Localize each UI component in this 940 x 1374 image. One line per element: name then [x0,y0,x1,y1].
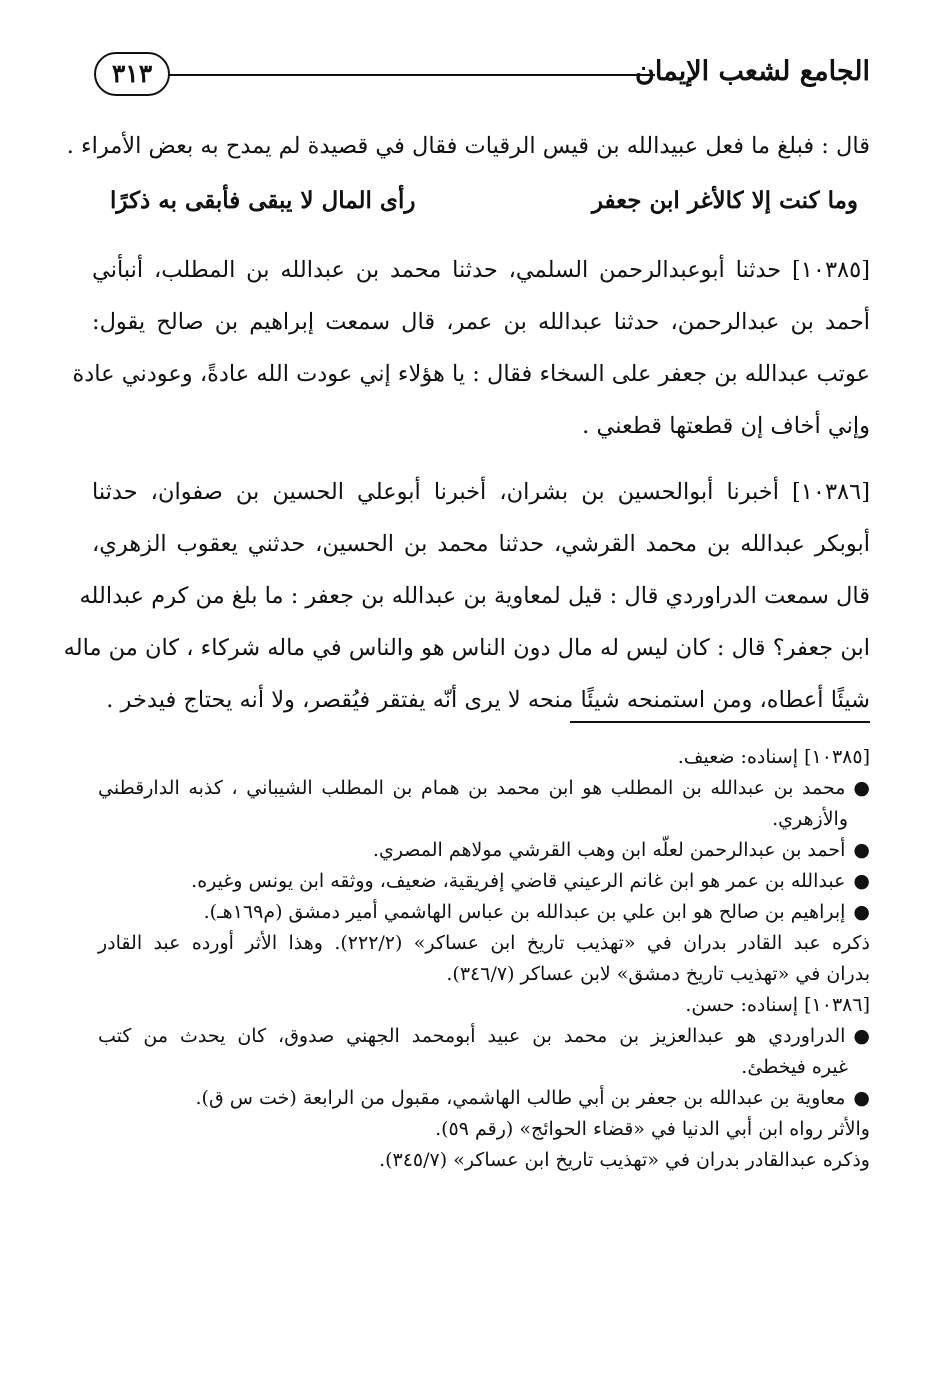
bullet-icon: ● [853,777,870,799]
verse-first-hemistich: وما كنت إلا كالأغر ابن جعفر [591,187,858,214]
bullet-icon: ● [853,1025,870,1047]
footnote-line: ذكره عبد القادر بدران في «تهذيب تاريخ ابن عساكر» (٢٢٢/٢). وهذا الأثر أورده عبد القادر [98,932,870,954]
text-line: عوتب عبدالله بن جعفر على السخاء فقال : يا هؤلاء إني عودت الله عادةً، وعودني عادة [72,361,870,387]
text-line: ابن جعفر؟ قال : كان ليس له مال دون الناس هو والناس في ماله شركاء ، كان من ماله [63,635,870,661]
verse-second-hemistich: رأى المال لا يبقى فأبقى به ذكرًا [110,187,416,214]
bullet-icon: ● [853,839,870,861]
footnote-line: غيره فيخطئ. [741,1056,848,1078]
footnote-bullet-line: ●محمد بن عبدالله بن المطلب هو ابن محمد بن همام بن المطلب الشيباني ، كذبه الدارقطني [98,773,870,804]
text-line: وإني أخاف إن قطعتها قطعني . [582,413,870,439]
page-header [88,46,870,102]
header-rule [168,74,655,76]
footnote-bullet-line: ●عبدالله بن عمر هو ابن غانم الرعيني قاضي إفريقية، ضعيف، ووثقه ابن يونس وغيره. [98,866,870,897]
footnote-bullet-line: ●إبراهيم بن صالح هو ابن علي بن عبدالله بن عباس الهاشمي أمير دمشق (م١٦٩هـ). [98,897,870,928]
main-text [63,120,870,726]
footnote-line: والأزهري. [772,808,848,830]
footnotes [98,742,870,1176]
bullet-icon: ● [853,870,870,892]
text-line: قال : فبلغ ما فعل عبيدالله بن قيس الرقيات فقال في قصيدة لم يمدح به بعض الأمراء . [66,133,870,159]
bullet-icon: ● [853,901,870,923]
footnote-line: والأثر رواه ابن أبي الدنيا في «قضاء الحوائج» (رقم ٥٩). [435,1118,870,1140]
text-line: أبوبكر عبدالله بن محمد القرشي، حدثنا محمد بن الحسين، حدثني يعقوب الزهري، [92,531,870,557]
footnote-bullet-line: ●معاوية بن عبدالله بن جعفر بن أبي طالب الهاشمي، مقبول من الرابعة (خت س ق). [98,1083,870,1114]
text-line: قال سمعت الدراوردي قال : قيل لمعاوية بن عبدالله بن جعفر : ما بلغ من كرم عبدالله [79,583,870,609]
bullet-icon: ● [853,1087,870,1109]
text-line: شيئًا أعطاه، ومن استمنحه شيئًا منحه لا يرى أنّه يفتقر فيُقصر، ولا أنه يحتاج فيدخر . [106,687,870,713]
running-title: الجامع لشعب الإيمان [635,56,870,87]
text-line: [١٠٣٨٥] حدثنا أبوعبدالرحمن السلمي، حدثنا محمد بن عبدالله بن المطلب، أنبأني [92,257,870,283]
page-number: ٣١٣ [94,52,170,96]
poetry-verse [92,172,870,230]
footnote-heading: [١٠٣٨٦] إسناده: حسن. [685,994,870,1016]
text-line: أحمد بن عبدالرحمن، حدثنا عبدالله بن عمر، قال سمعت إبراهيم بن صالح يقول: [92,309,870,335]
footnote-separator [570,721,870,723]
footnote-bullet-line: ●أحمد بن عبدالرحمن لعلّه ابن وهب القرشي مولاهم المصري. [98,835,870,866]
footnote-line: وذكره عبدالقادر بدران في «تهذيب تاريخ ابن عساكر» (٣٤٥/٧). [379,1149,870,1171]
footnote-heading: [١٠٣٨٥] إسناده: ضعيف. [677,746,870,768]
footnote-bullet-line: ●الدراوردي هو عبدالعزيز بن محمد بن عبيد أبومحمد الجهني صدوق، كان يحدث من كتب [98,1021,870,1052]
text-line: [١٠٣٨٦] أخبرنا أبوالحسين بن بشران، أخبرنا أبوعلي الحسين بن صفوان، حدثنا [92,479,870,505]
footnote-line: بدران في «تهذيب تاريخ دمشق» لابن عساكر (٣٤٦/٧). [446,963,870,985]
